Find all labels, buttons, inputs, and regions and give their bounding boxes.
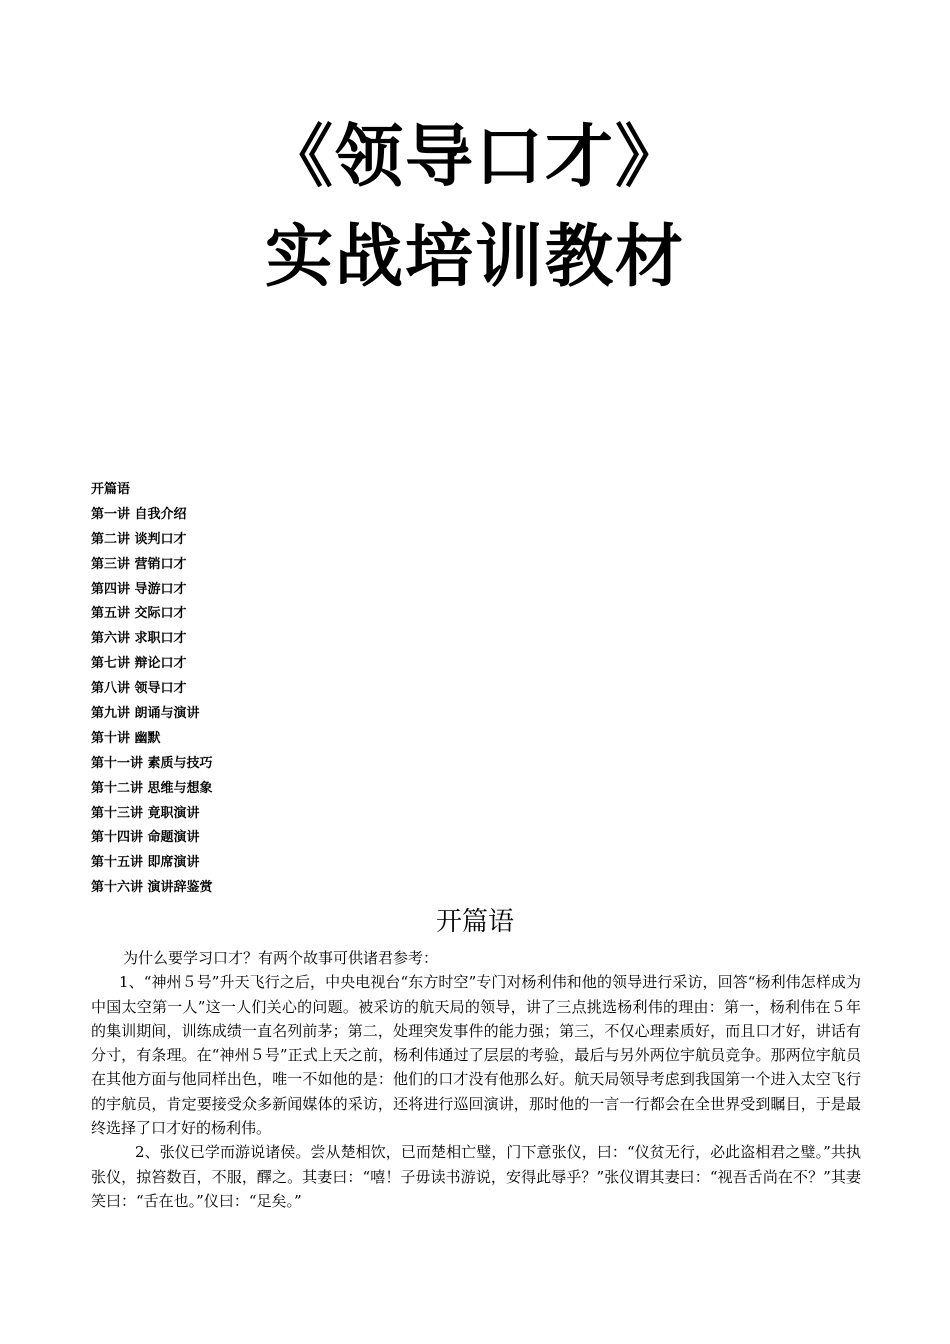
- toc-item-lecture-4: 第四讲 导游口才: [91, 581, 187, 597]
- toc-item-lecture-10: 第十讲 幽默: [91, 730, 161, 746]
- toc-item-lecture-15: 第十五讲 即席演讲: [91, 855, 200, 871]
- toc-item-lecture-6: 第六讲 求职口才: [91, 631, 187, 647]
- document-title-line-1: 《领导口才》: [264, 118, 685, 197]
- toc-item-lecture-7: 第七讲 辩论口才: [91, 656, 187, 672]
- toc-item-lecture-1: 第一讲 自我介绍: [91, 506, 187, 522]
- toc-item-lecture-13: 第十三讲 竟职演讲: [91, 805, 200, 821]
- toc-item-lecture-11: 第十一讲 素质与技巧: [91, 755, 213, 771]
- toc-item-lecture-9: 第九讲 朗诵与演讲: [91, 706, 200, 722]
- toc-item-lecture-14: 第十四讲 命题演讲: [91, 830, 200, 846]
- toc-item-lecture-5: 第五讲 交际口才: [91, 606, 187, 622]
- toc-item-lecture-8: 第八讲 领导口才: [91, 681, 187, 697]
- toc-item-lecture-3: 第三讲 营销口才: [91, 556, 187, 572]
- toc-item-lecture-16: 第十六讲 演讲辞鉴赏: [91, 880, 213, 896]
- document-title-line-2: 实战培训教材: [264, 218, 685, 297]
- toc-item-lecture-12: 第十二讲 思维与想象: [91, 780, 213, 796]
- toc-item-lecture-2: 第二讲 谈判口才: [91, 531, 187, 547]
- paragraph-story-1: 1、“神州５号”升天飞行之后，中央电视台“东方时空”专门对杨利伟和他的领导进行采访，回答“杨利伟怎样成为中国太空第一人”这一人们关心的问题。被采访的航天局的领导，讲了三点挑选杨利伟的理由：第一，杨利伟在５年的集训期间，训练成绩一直名列前茅；第二，处理突发事件的能力强；第三，不仅心理素质好，而且口才好，讲话有分寸，有条理。在“神州５号”正式上天之前，杨利伟通过了层层的考验，最后与另外两位宇航员竞争。那两位宇航员在其他方面与他同样出色，唯一不如他的是：他们的口才没有他那么好。航天局领导考虑到我国第一个进入太空飞行的宇航员，肯定要接受众多新闻媒体的采访，还将进行巡回演讲，那时他的一言一行都会在全世界受到瞩目，于是最终选择了口才好的杨利伟。: [91, 973, 861, 1138]
- section-body: [91, 946, 861, 1213]
- toc-item-preface: 开篇语: [91, 482, 131, 497]
- paragraph-intro: 为什么要学习口才？有两个故事可供诸君参考：: [123, 949, 439, 967]
- section-heading: 开篇语: [435, 907, 514, 937]
- paragraph-story-2: 2、张仪已学而游说诸侯。尝从楚相饮，已而楚相亡璧，门下意张仪，曰：“仪贫无行，必此盗相君之璧。”共执张仪，掠笞数百，不服，醳之。其妻曰：“嘻！子毋读书游说，安得此辱乎？”张仪谓其妻曰：“视吾舌尚在不？”其妻笑曰：“舌在也。”仪曰：“足矣。”: [91, 1143, 861, 1210]
- table-of-contents: [91, 478, 491, 901]
